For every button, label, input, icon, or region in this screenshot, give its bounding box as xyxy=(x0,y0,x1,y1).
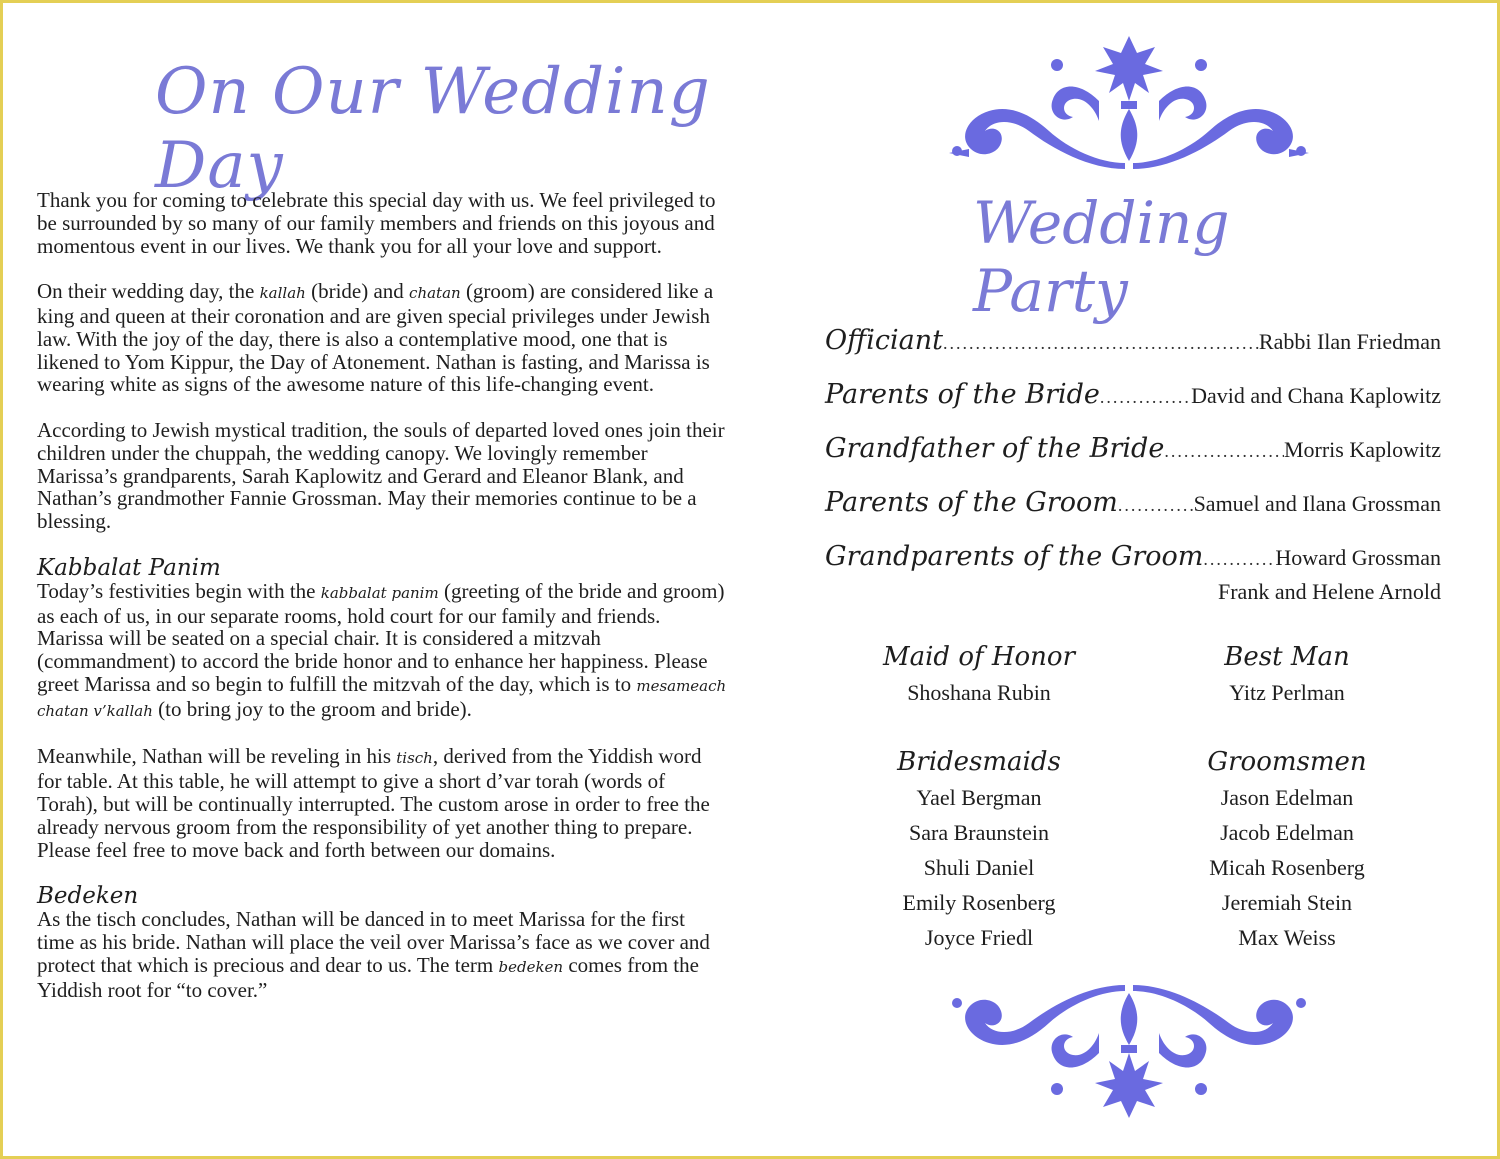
role-name: Morris Kaplowitz xyxy=(1283,437,1441,462)
bridesmaid-name: Sara Braunstein xyxy=(909,820,1049,845)
groomsman-name: Jacob Edelman xyxy=(1220,820,1354,845)
text-segment: Today’s festivities begin with the xyxy=(37,578,321,603)
role-name: Howard Grossman xyxy=(1275,545,1441,570)
role-label: Parents of the Bride xyxy=(825,379,1100,410)
role-row xyxy=(825,379,1441,410)
role-row xyxy=(825,487,1441,518)
intro-paragraph: Thank you for coming to celebrate this special day with us. We feel privileged to be surrounded by so many of our family members and friends on this joyous and momentous event in our lives. We thank you for all your love and support. xyxy=(37,188,716,258)
mesameach-term: mesameach chatan v’kallah xyxy=(37,676,727,720)
kabbalat-term: kabbalat panim xyxy=(320,583,439,602)
role-name: David and Chana Kaplowitz xyxy=(1191,383,1441,408)
best-man-block xyxy=(1157,639,1417,710)
kallah-term: kallah xyxy=(259,284,306,303)
tisch-term: tisch xyxy=(396,749,433,768)
groomsman-name: Max Weiss xyxy=(1238,925,1336,950)
maid-of-honor-name: Shoshana Rubin xyxy=(907,680,1051,705)
wedding-day-paragraph xyxy=(37,280,727,396)
role-row xyxy=(825,325,1441,356)
chatan-term: chatan xyxy=(409,284,461,303)
flourish-ornament-icon xyxy=(949,983,1309,1123)
groomsmen-block xyxy=(1157,744,1417,955)
bridesmaids-block xyxy=(849,744,1109,955)
role-name: Samuel and Ilana Grossman xyxy=(1193,491,1441,516)
role-row xyxy=(825,433,1441,464)
tradition-paragraph: According to Jewish mystical tradition, the souls of departed loved ones join their children under the chuppah, the wedding canopy. We lovingly remember Marissa’s grandparents, Sarah Kaplowitz and Gerard and Eleanor Blank, and Nathan’s grandmother Fannie Grossman. May their memories continue to be a blessing. xyxy=(37,417,725,534)
maid-of-honor-block xyxy=(849,639,1109,710)
dot-leader xyxy=(1164,441,1284,462)
bridesmaid-name: Joyce Friedl xyxy=(924,925,1034,950)
body-text xyxy=(37,189,727,1024)
text-segment: comes from the Yiddish root for “to cover.” xyxy=(37,952,699,1002)
groomsman-name: Jason Edelman xyxy=(1220,785,1354,810)
bedeken-term: bedeken xyxy=(498,957,564,976)
role-label: Grandparents of the Groom xyxy=(825,541,1204,572)
text-segment: On their wedding day, the xyxy=(37,279,260,304)
text-segment: , derived from the Yiddish word for table. At this table, he will attempt to give a short d’var torah (words of Torah), but will be continually interrupted. The custom arose in order to free the already nervous groom from the responsibility of yet another thing to prepare. Please feel free to move back and forth between our domains. xyxy=(37,744,710,862)
bridesmaid-name: Yael Bergman xyxy=(916,785,1042,810)
dot-leader xyxy=(1203,549,1275,570)
dot-leader xyxy=(1118,495,1194,516)
best-man-name: Yitz Perlman xyxy=(1229,680,1345,705)
party-title: Wedding Party xyxy=(973,189,1230,325)
bedeken-heading: Bedeken xyxy=(37,883,139,910)
extra-grandparents-name: Frank and Helene Arnold xyxy=(1218,579,1441,604)
text-segment: (to bring joy to the groom and bride). xyxy=(152,696,472,721)
role-label: Officiant xyxy=(825,325,943,356)
maid-of-honor-title: Maid of Honor xyxy=(882,642,1076,672)
groomsman-name: Micah Rosenberg xyxy=(1209,855,1365,880)
flourish-ornament-icon xyxy=(949,31,1309,171)
best-man-title: Best Man xyxy=(1224,642,1350,672)
tisch-paragraph xyxy=(37,745,727,861)
dot-leader xyxy=(943,333,1259,354)
text-segment: As the tisch concludes, Nathan will be danced in to meet Marissa for the first time as his bride. Nathan will place the veil over Marissa’s face as we cover and protect that which is precious and dear to us. The term xyxy=(37,907,710,977)
bridesmaid-name: Emily Rosenberg xyxy=(902,890,1056,915)
dot-leader xyxy=(1100,387,1191,408)
text-segment: Meanwhile, Nathan will be reveling in his xyxy=(37,744,397,769)
bridesmaid-name: Shuli Daniel xyxy=(923,855,1035,880)
main-title: On Our Wedding Day xyxy=(155,55,711,203)
role-label: Parents of the Groom xyxy=(825,487,1118,518)
bedeken-paragraph xyxy=(37,908,727,1001)
text-segment: (groom) are considered like a king and queen at their coronation and are given special privileges under Jewish law. With the joy of the day, there is also a contemplative mood, one that is likened to Yom Kippur, the Day of Atonement. Nathan is fasting, and Marissa is wearing white as signs of the awesome nature of this life-changing event. xyxy=(37,279,714,397)
role-row xyxy=(825,541,1441,572)
groomsman-name: Jeremiah Stein xyxy=(1221,890,1353,915)
kabbalat-paragraph xyxy=(37,580,727,723)
bridesmaids-title: Bridesmaids xyxy=(897,747,1061,777)
text-segment: (greeting of the bride and groom) as each of us, in our separate rooms, hold court for our family and friends. Marissa will be seated on a special chair. It is considered a mitzvah (commandment) to accord the bride honor and to enhance her happiness. Please greet Marissa and so begin to fulfill the mitzvah of the day, which is to xyxy=(37,578,725,696)
groomsmen-title: Groomsmen xyxy=(1207,747,1367,777)
text-segment: (bride) and xyxy=(305,279,410,304)
role-name: Rabbi Ilan Friedman xyxy=(1258,329,1441,354)
kabbalat-heading: Kabbalat Panim xyxy=(37,554,221,581)
role-label: Grandfather of the Bride xyxy=(825,433,1165,464)
